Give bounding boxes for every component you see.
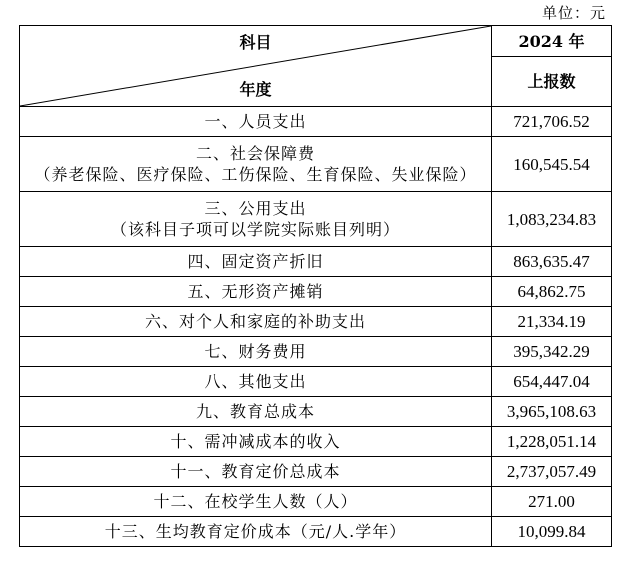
row-item (20, 107, 492, 137)
cost-table (19, 25, 612, 547)
table-row (20, 457, 612, 487)
header-year: 2024 年 (492, 26, 612, 57)
row-item-line: 九、教育总成本 (195, 402, 315, 421)
row-item-line: 二、社会保障费 (195, 144, 315, 163)
header-reported: 上报数 (492, 57, 612, 107)
row-value: 2,737,057.49 (492, 457, 612, 487)
table-row (20, 247, 612, 277)
table-row (20, 517, 612, 547)
header-diagonal-cell (20, 26, 492, 107)
header-row-year (20, 26, 612, 57)
unit-label: 单位：元 (541, 4, 606, 22)
row-item (20, 517, 492, 547)
row-item-line: 三、公用支出 (204, 199, 307, 218)
row-item (20, 427, 492, 457)
row-item-line: （该科目子项可以学院实际账目列明） (110, 220, 400, 239)
row-item (20, 307, 492, 337)
row-value: 10,099.84 (492, 517, 612, 547)
row-item (20, 397, 492, 427)
row-item (20, 192, 492, 247)
row-item-line: 七、财务费用 (204, 342, 307, 361)
row-item-line: 六、对个人和家庭的补助支出 (144, 312, 366, 331)
header-subject: 科目 (239, 33, 272, 52)
table-row (20, 487, 612, 517)
table-row (20, 427, 612, 457)
table-row (20, 367, 612, 397)
row-value: 863,635.47 (492, 247, 612, 277)
row-item-line: 十一、教育定价总成本 (170, 462, 341, 481)
row-value: 3,965,108.63 (492, 397, 612, 427)
row-item (20, 137, 492, 192)
table-row (20, 307, 612, 337)
row-value: 654,447.04 (492, 367, 612, 397)
row-value: 160,545.54 (492, 137, 612, 192)
row-item (20, 247, 492, 277)
row-item-line: 十、需冲减成本的收入 (170, 432, 341, 451)
row-item-line: 四、固定资产折旧 (187, 252, 324, 271)
row-value: 721,706.52 (492, 107, 612, 137)
row-value: 64,862.75 (492, 277, 612, 307)
row-item (20, 487, 492, 517)
row-item (20, 277, 492, 307)
row-item (20, 457, 492, 487)
table-row (20, 137, 612, 192)
table-row (20, 337, 612, 367)
row-item (20, 367, 492, 397)
row-value: 395,342.29 (492, 337, 612, 367)
row-item-line: 十二、在校学生人数（人） (153, 492, 358, 511)
row-value: 1,083,234.83 (492, 192, 612, 247)
row-item-line: 五、无形资产摊销 (187, 282, 324, 301)
table-row (20, 397, 612, 427)
row-item-line: 十三、生均教育定价成本（元/人.学年） (104, 522, 407, 541)
row-item-line: （养老保险、医疗保险、工伤保险、生育保险、失业保险） (34, 165, 477, 184)
row-item-line: 一、人员支出 (204, 112, 307, 131)
row-item (20, 337, 492, 367)
row-value: 1,228,051.14 (492, 427, 612, 457)
header-year-label: 年度 (239, 80, 272, 99)
row-value: 21,334.19 (492, 307, 612, 337)
table-row (20, 277, 612, 307)
row-item-line: 八、其他支出 (204, 372, 307, 391)
table-row (20, 107, 612, 137)
row-value: 271.00 (492, 487, 612, 517)
table-row (20, 192, 612, 247)
